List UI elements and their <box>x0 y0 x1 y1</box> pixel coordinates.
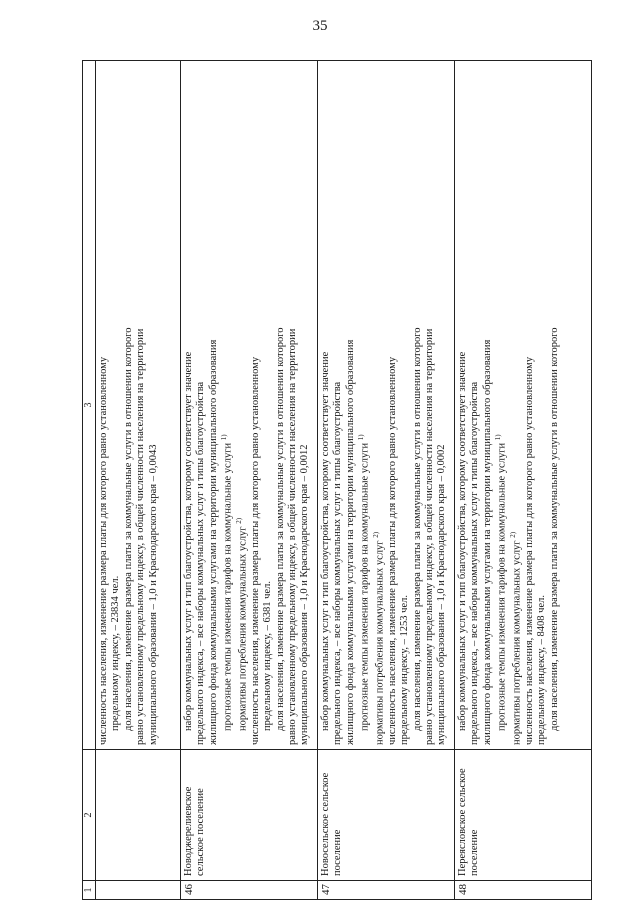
detail-line: набор коммунальных услуг и тип благоустройства, которому соответствует значение <box>457 351 468 731</box>
header-col-2: 2 <box>83 750 96 881</box>
detail-line: набор коммунальных услуг и тип благоустройства, которому соответствует значение <box>183 351 194 731</box>
detail-line: жилищного фонда коммунальными услугами на территории муниципального образования <box>344 339 356 745</box>
page-number: 35 <box>312 18 328 34</box>
row-details-cell <box>318 61 455 750</box>
header-col-1: 1 <box>83 881 96 900</box>
table-row <box>455 61 592 900</box>
detail-line: численность населения, изменение размера платы для которого равно установленному <box>523 356 535 745</box>
detail-line: нормативы потребления коммунальных услуг $^{2)}$ <box>235 517 249 731</box>
detail-line: жилищного фонда коммунальными услугами на территории муниципального образования <box>481 339 493 745</box>
row-details-cell <box>455 61 592 750</box>
detail-line: предельному индексу, – 1253 чел. <box>399 595 411 745</box>
settlement-name-cell: Новосельское сельское поселение <box>318 750 455 881</box>
header-col-3: 3 <box>83 61 96 750</box>
detail-line: численность населения, изменение размера платы для которого равно установленному <box>98 356 109 745</box>
detail-line: жилищного фонда коммунальными услугами на территории муниципального образования <box>207 339 219 745</box>
detail-line: предельному индексу, – 8408 чел. <box>536 595 548 745</box>
detail-line: предельного индекса, – все наборы коммунальных услуг и типы благоустройства <box>469 381 481 745</box>
settlement-name-cell: Переясловское сельское поселение <box>455 750 592 881</box>
detail-line: предельного индекса, – все наборы коммунальных услуг и типы благоустройства <box>332 381 344 745</box>
row-details-cell <box>181 61 318 750</box>
detail-line: нормативы потребления коммунальных услуг $^{2)}$ <box>509 531 523 745</box>
detail-line: доля населения, изменение размера платы за коммунальные услуги в отношении которого <box>411 327 423 731</box>
detail-line: доля населения, изменение размера платы за коммунальные услуги в отношении которого <box>548 327 560 731</box>
detail-line: набор коммунальных услуг и тип благоустройства, которому соответствует значение <box>320 351 331 731</box>
detail-line: прогнозные темпы изменения тарифов на коммунальные услуги $^{1)}$ <box>220 434 234 731</box>
row-number-cell <box>96 881 181 900</box>
detail-line: нормативы потребления коммунальных услуг $^{2)}$ <box>372 531 386 745</box>
rotated-table-container <box>82 60 582 900</box>
row-number-cell: 47 <box>318 881 455 900</box>
detail-line: равно установленному предельному индексу, в общей численности населения на территории <box>135 328 147 745</box>
row-details-cell <box>96 61 181 750</box>
table-row <box>318 61 455 900</box>
detail-line: муниципального образования – 1,0 и Краснодарского края – 0,0012 <box>299 444 311 745</box>
table-header-row <box>83 61 96 900</box>
detail-line: равно установленному предельному индексу, в общей численности населения на территории <box>424 328 435 745</box>
detail-line: прогнозные темпы изменения тарифов на коммунальные услуги $^{1)}$ <box>494 434 508 731</box>
detail-line: равно установленному предельному индексу, в общей численности населения на территории <box>287 328 298 745</box>
detail-line: прогнозные темпы изменения тарифов на коммунальные услуги $^{1)}$ <box>357 434 371 731</box>
detail-line: доля населения, изменение размера платы за коммунальные услуги в отношении которого <box>274 327 286 731</box>
detail-line: муниципального образования – 1,0 и Краснодарского края – 0,0043 <box>147 444 159 745</box>
table-row <box>181 61 318 900</box>
detail-line: предельного индекса, – все наборы коммунальных услуг и типы благоустройства <box>195 381 207 745</box>
row-number-cell: 48 <box>455 881 592 900</box>
row-number-cell: 46 <box>181 881 318 900</box>
detail-line: численность населения, изменение размера платы для которого равно установленному <box>249 356 261 745</box>
utility-index-table <box>82 60 592 900</box>
detail-line: предельному индексу, – 23834 чел. <box>110 575 122 731</box>
detail-line: предельному индексу, – 6381 чел. <box>262 581 274 731</box>
detail-line: муниципального образования – 1,0 и Краснодарского края – 0,0002 <box>436 444 448 745</box>
detail-line: численность населения, изменение размера платы для которого равно установленному <box>386 356 398 745</box>
detail-line: доля населения, изменение размера платы за коммунальные услуги в отношении которого <box>122 327 134 731</box>
table-row-continuation <box>96 61 181 900</box>
settlement-name-cell: Новоджерелиевское сельское поселение <box>181 750 318 881</box>
settlement-name-cell <box>96 750 181 881</box>
